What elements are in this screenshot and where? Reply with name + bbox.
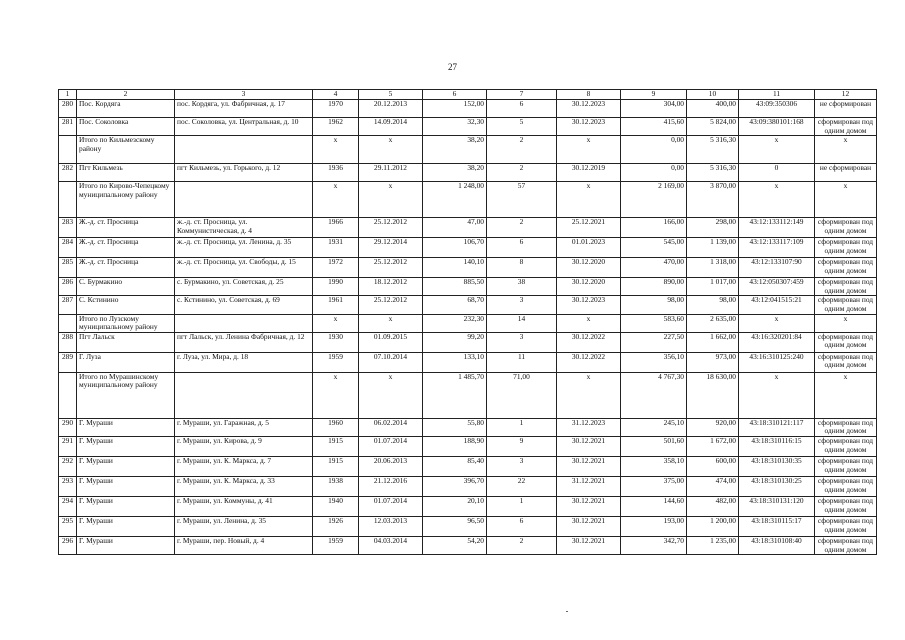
end-date-cell: 30.12.2023 (557, 100, 621, 118)
value-10-cell: 1 235,00 (687, 536, 739, 554)
address-cell: с. Кстинино, ул. Советская, д. 69 (175, 296, 313, 314)
cadastral-cell: 43:12:133117:109 (739, 238, 815, 258)
area-cell: 38,20 (423, 136, 487, 164)
row-number-cell (59, 182, 77, 218)
date-cell: x (359, 314, 423, 332)
end-date-cell: x (557, 372, 621, 418)
end-date-cell: 30.12.2019 (557, 164, 621, 182)
area-cell: 96,50 (423, 516, 487, 536)
cadastral-cell: x (739, 182, 815, 218)
value-10-cell: 1 672,00 (687, 436, 739, 456)
table-row (59, 536, 877, 554)
locality-cell: Г. Мураши (77, 436, 175, 456)
year-cell: 1915 (313, 456, 359, 476)
locality-cell: Итого по Кирово-Чепецкому муниципальному району (77, 182, 175, 218)
address-cell: пгт Кильмезь, ул. Горького, д. 12 (175, 164, 313, 182)
row-number-cell: 295 (59, 516, 77, 536)
value-10-cell: 400,00 (687, 100, 739, 118)
value-10-cell: 973,00 (687, 352, 739, 372)
table-row (59, 296, 877, 314)
date-cell: 06.02.2014 (359, 418, 423, 436)
cadastral-cell: 43:16:310125:240 (739, 352, 815, 372)
date-cell: 07.10.2014 (359, 352, 423, 372)
date-cell: 18.12.2012 (359, 278, 423, 296)
year-cell: 1961 (313, 296, 359, 314)
area-cell: 20,10 (423, 496, 487, 516)
area-cell: 140,10 (423, 258, 487, 278)
column-header: 5 (359, 90, 423, 100)
year-cell: 1966 (313, 218, 359, 238)
row-number-cell (59, 314, 77, 332)
value-9-cell: 166,00 (621, 218, 687, 238)
row-number-cell: 287 (59, 296, 77, 314)
table-row (59, 118, 877, 136)
value-9-cell: 470,00 (621, 258, 687, 278)
subtotal-row (59, 136, 877, 164)
cadastral-cell: 43:18:310130:25 (739, 476, 815, 496)
year-cell: 1960 (313, 418, 359, 436)
value-9-cell: 98,00 (621, 296, 687, 314)
area-cell: 188,90 (423, 436, 487, 456)
table-row (59, 332, 877, 352)
quantity-cell: 3 (487, 296, 557, 314)
locality-cell: Г. Мураши (77, 418, 175, 436)
status-cell: не сформирован (815, 100, 877, 118)
value-9-cell: 545,00 (621, 238, 687, 258)
row-number-cell: 284 (59, 238, 77, 258)
quantity-cell: 6 (487, 516, 557, 536)
row-number-cell: 280 (59, 100, 77, 118)
quantity-cell: 1 (487, 418, 557, 436)
quantity-cell: 3 (487, 332, 557, 352)
status-cell: сформирован под одним домом (815, 352, 877, 372)
locality-cell: Пгт Лальск (77, 332, 175, 352)
quantity-cell: 2 (487, 136, 557, 164)
locality-cell: Ж.-д. ст. Просница (77, 218, 175, 238)
row-number-cell: 293 (59, 476, 77, 496)
year-cell: 1959 (313, 536, 359, 554)
area-cell: 1 485,70 (423, 372, 487, 418)
value-9-cell: 227,50 (621, 332, 687, 352)
date-cell: 01.07.2014 (359, 436, 423, 456)
end-date-cell: 30.12.2020 (557, 278, 621, 296)
address-cell (175, 314, 313, 332)
address-cell: г. Луза, ул. Мира, д. 18 (175, 352, 313, 372)
table-row (59, 100, 877, 118)
quantity-cell: 9 (487, 436, 557, 456)
value-9-cell: 193,00 (621, 516, 687, 536)
value-10-cell: 1 200,00 (687, 516, 739, 536)
locality-cell: Г. Мураши (77, 496, 175, 516)
value-10-cell: 1 318,00 (687, 258, 739, 278)
value-10-cell: 98,00 (687, 296, 739, 314)
year-cell: 1962 (313, 118, 359, 136)
locality-cell: Пос. Кордяга (77, 100, 175, 118)
cadastral-cell: 43:09:380101:168 (739, 118, 815, 136)
locality-cell: С. Кстинино (77, 296, 175, 314)
quantity-cell: 2 (487, 164, 557, 182)
quantity-cell: 1 (487, 496, 557, 516)
row-number-cell: 288 (59, 332, 77, 352)
cadastral-cell: 43:18:310131:120 (739, 496, 815, 516)
address-cell: пос. Кордяга, ул. Фабричная, д. 17 (175, 100, 313, 118)
register-table (58, 89, 877, 555)
area-cell: 152,00 (423, 100, 487, 118)
end-date-cell: 30.12.2022 (557, 332, 621, 352)
quantity-cell: 11 (487, 352, 557, 372)
locality-cell: Г. Мураши (77, 536, 175, 554)
address-cell: с. Бурмакино, ул. Советская, д. 25 (175, 278, 313, 296)
scan-dot (566, 611, 568, 612)
cadastral-cell: 43:18:310130:35 (739, 456, 815, 476)
area-cell: 106,70 (423, 238, 487, 258)
area-cell: 38,20 (423, 164, 487, 182)
status-cell: сформирован под одним домом (815, 296, 877, 314)
column-header: 7 (487, 90, 557, 100)
end-date-cell: 30.12.2023 (557, 296, 621, 314)
year-cell: 1959 (313, 352, 359, 372)
status-cell: сформирован под одним домом (815, 238, 877, 258)
address-cell: ж.-д. ст. Просница, ул. Коммунистическая, д. 4 (175, 218, 313, 238)
value-10-cell: 1 139,00 (687, 238, 739, 258)
end-date-cell: 30.12.2021 (557, 436, 621, 456)
date-cell: 01.09.2015 (359, 332, 423, 352)
row-number-cell: 289 (59, 352, 77, 372)
end-date-cell: 31.12.2023 (557, 418, 621, 436)
locality-cell: Ж.-д. ст. Просница (77, 258, 175, 278)
status-cell: x (815, 372, 877, 418)
cadastral-cell: 43:12:041515:21 (739, 296, 815, 314)
table-row (59, 436, 877, 456)
area-cell: 85,40 (423, 456, 487, 476)
area-cell: 47,00 (423, 218, 487, 238)
status-cell: сформирован под одним домом (815, 536, 877, 554)
locality-cell: Пгт Кильмезь (77, 164, 175, 182)
year-cell: 1930 (313, 332, 359, 352)
value-9-cell: 358,10 (621, 456, 687, 476)
cadastral-cell: 43:12:133112:149 (739, 218, 815, 238)
page-number: 27 (448, 62, 457, 72)
subtotal-row (59, 182, 877, 218)
date-cell: 25.12.2012 (359, 296, 423, 314)
cadastral-cell: x (739, 314, 815, 332)
row-number-cell: 292 (59, 456, 77, 476)
table-row (59, 164, 877, 182)
status-cell: сформирован под одним домом (815, 516, 877, 536)
locality-cell: Г. Луза (77, 352, 175, 372)
table-row (59, 352, 877, 372)
date-cell: 12.03.2013 (359, 516, 423, 536)
column-header: 4 (313, 90, 359, 100)
table-row (59, 218, 877, 238)
status-cell: x (815, 314, 877, 332)
status-cell: не сформирован (815, 164, 877, 182)
address-cell: ж.-д. ст. Просница, ул. Ленина, д. 35 (175, 238, 313, 258)
quantity-cell: 6 (487, 238, 557, 258)
date-cell: x (359, 372, 423, 418)
cadastral-cell: 43:18:310115:17 (739, 516, 815, 536)
locality-cell: Г. Мураши (77, 476, 175, 496)
status-cell: сформирован под одним домом (815, 278, 877, 296)
status-cell: сформирован под одним домом (815, 456, 877, 476)
row-number-cell: 283 (59, 218, 77, 238)
value-9-cell: 0,00 (621, 136, 687, 164)
area-cell: 99,20 (423, 332, 487, 352)
area-cell: 55,80 (423, 418, 487, 436)
year-cell: x (313, 182, 359, 218)
end-date-cell: 30.12.2022 (557, 352, 621, 372)
locality-cell: Ж.-д. ст. Просница (77, 238, 175, 258)
cadastral-cell: x (739, 136, 815, 164)
quantity-cell: 14 (487, 314, 557, 332)
subtotal-row (59, 314, 877, 332)
date-cell: 20.12.2013 (359, 100, 423, 118)
value-10-cell: 3 870,00 (687, 182, 739, 218)
address-cell: г. Мураши, ул. Кирова, д. 9 (175, 436, 313, 456)
status-cell: x (815, 136, 877, 164)
end-date-cell: 30.12.2021 (557, 456, 621, 476)
address-cell: г. Мураши, ул. Гаражная, д. 5 (175, 418, 313, 436)
address-cell: г. Мураши, пер. Новый, д. 4 (175, 536, 313, 554)
cadastral-cell: 43:18:310121:117 (739, 418, 815, 436)
end-date-cell: 30.12.2020 (557, 258, 621, 278)
table-row (59, 258, 877, 278)
address-cell (175, 136, 313, 164)
end-date-cell: 30.12.2021 (557, 536, 621, 554)
table-row (59, 516, 877, 536)
column-header: 11 (739, 90, 815, 100)
status-cell: сформирован под одним домом (815, 332, 877, 352)
value-9-cell: 890,00 (621, 278, 687, 296)
year-cell: 1938 (313, 476, 359, 496)
status-cell: сформирован под одним домом (815, 258, 877, 278)
address-cell: пгт Лальск, ул. Ленина Фабричная, д. 12 (175, 332, 313, 352)
end-date-cell: 01.01.2023 (557, 238, 621, 258)
date-cell: 25.12.2012 (359, 218, 423, 238)
cadastral-cell: 43:12:133107:90 (739, 258, 815, 278)
row-number-cell: 285 (59, 258, 77, 278)
address-cell (175, 182, 313, 218)
column-header: 2 (77, 90, 175, 100)
cadastral-cell: 43:18:310116:15 (739, 436, 815, 456)
date-cell: x (359, 136, 423, 164)
value-9-cell: 144,60 (621, 496, 687, 516)
value-10-cell: 482,00 (687, 496, 739, 516)
status-cell: сформирован под одним домом (815, 496, 877, 516)
status-cell: x (815, 182, 877, 218)
address-cell: г. Мураши, ул. К. Маркса, д. 33 (175, 476, 313, 496)
locality-cell: Г. Мураши (77, 456, 175, 476)
status-cell: сформирован под одним домом (815, 476, 877, 496)
end-date-cell: x (557, 136, 621, 164)
status-cell: сформирован под одним домом (815, 218, 877, 238)
value-9-cell: 0,00 (621, 164, 687, 182)
value-10-cell: 18 630,00 (687, 372, 739, 418)
table-row (59, 476, 877, 496)
value-10-cell: 920,00 (687, 418, 739, 436)
column-header: 3 (175, 90, 313, 100)
quantity-cell: 71,00 (487, 372, 557, 418)
cadastral-cell: 43:16:320201:84 (739, 332, 815, 352)
address-cell (175, 372, 313, 418)
end-date-cell: 25.12.2021 (557, 218, 621, 238)
cadastral-cell: x (739, 372, 815, 418)
value-10-cell: 600,00 (687, 456, 739, 476)
year-cell: 1940 (313, 496, 359, 516)
end-date-cell: x (557, 182, 621, 218)
row-number-cell: 296 (59, 536, 77, 554)
row-number-cell (59, 136, 77, 164)
area-cell: 133,10 (423, 352, 487, 372)
cadastral-cell: 0 (739, 164, 815, 182)
year-cell: 1931 (313, 238, 359, 258)
year-cell: 1926 (313, 516, 359, 536)
column-header: 12 (815, 90, 877, 100)
quantity-cell: 8 (487, 258, 557, 278)
locality-cell: Г. Мураши (77, 516, 175, 536)
status-cell: сформирован под одним домом (815, 436, 877, 456)
row-number-cell: 290 (59, 418, 77, 436)
area-cell: 32,30 (423, 118, 487, 136)
year-cell: x (313, 314, 359, 332)
area-cell: 885,50 (423, 278, 487, 296)
row-number-cell: 281 (59, 118, 77, 136)
date-cell: 14.09.2014 (359, 118, 423, 136)
quantity-cell: 5 (487, 118, 557, 136)
cadastral-cell: 43:12:050307:459 (739, 278, 815, 296)
date-cell: 29.11.2012 (359, 164, 423, 182)
table-header-row (59, 90, 877, 100)
cadastral-cell: 43:18:310108:40 (739, 536, 815, 554)
quantity-cell: 22 (487, 476, 557, 496)
row-number-cell: 294 (59, 496, 77, 516)
table-row (59, 456, 877, 476)
year-cell: 1990 (313, 278, 359, 296)
date-cell: 04.03.2014 (359, 536, 423, 554)
address-cell: ж.-д. ст. Просница, ул. Свободы, д. 15 (175, 258, 313, 278)
value-10-cell: 5 316,30 (687, 136, 739, 164)
quantity-cell: 3 (487, 456, 557, 476)
value-9-cell: 583,60 (621, 314, 687, 332)
table-row (59, 278, 877, 296)
date-cell: 21.12.2016 (359, 476, 423, 496)
end-date-cell: 30.12.2021 (557, 496, 621, 516)
value-10-cell: 474,00 (687, 476, 739, 496)
year-cell: 1970 (313, 100, 359, 118)
end-date-cell: x (557, 314, 621, 332)
address-cell: г. Мураши, ул. К. Маркса, д. 7 (175, 456, 313, 476)
date-cell: 29.12.2014 (359, 238, 423, 258)
address-cell: г. Мураши, ул. Ленина, д. 35 (175, 516, 313, 536)
locality-cell: Итого по Кильмезскому району (77, 136, 175, 164)
date-cell: 25.12.2012 (359, 258, 423, 278)
row-number-cell: 282 (59, 164, 77, 182)
area-cell: 68,70 (423, 296, 487, 314)
value-9-cell: 415,60 (621, 118, 687, 136)
quantity-cell: 2 (487, 218, 557, 238)
value-9-cell: 342,70 (621, 536, 687, 554)
value-10-cell: 1 017,00 (687, 278, 739, 296)
value-9-cell: 2 169,00 (621, 182, 687, 218)
value-10-cell: 5 316,30 (687, 164, 739, 182)
locality-cell: Итого по Лузскому муниципальному району (77, 314, 175, 332)
column-header: 9 (621, 90, 687, 100)
year-cell: 1936 (313, 164, 359, 182)
end-date-cell: 30.12.2023 (557, 118, 621, 136)
column-header: 1 (59, 90, 77, 100)
value-9-cell: 356,10 (621, 352, 687, 372)
column-header: 6 (423, 90, 487, 100)
column-header: 8 (557, 90, 621, 100)
locality-cell: Пос. Сокол​овка (77, 118, 175, 136)
subtotal-row (59, 372, 877, 418)
row-number-cell: 286 (59, 278, 77, 296)
status-cell: сформирован под одним домом (815, 118, 877, 136)
table-row (59, 496, 877, 516)
value-10-cell: 298,00 (687, 218, 739, 238)
value-9-cell: 4 767,30 (621, 372, 687, 418)
table-row (59, 238, 877, 258)
row-number-cell (59, 372, 77, 418)
end-date-cell: 31.12.2021 (557, 476, 621, 496)
date-cell: 01.07.2014 (359, 496, 423, 516)
value-10-cell: 5 824,00 (687, 118, 739, 136)
area-cell: 1 248,00 (423, 182, 487, 218)
quantity-cell: 2 (487, 536, 557, 554)
value-9-cell: 375,00 (621, 476, 687, 496)
address-cell: пос. Соколовка, ул. Центральная, д. 10 (175, 118, 313, 136)
year-cell: x (313, 136, 359, 164)
status-cell: сформирован под одним домом (815, 418, 877, 436)
quantity-cell: 6 (487, 100, 557, 118)
value-10-cell: 1 662,00 (687, 332, 739, 352)
quantity-cell: 38 (487, 278, 557, 296)
locality-cell: Итого по Мурашинскому муниципальному району (77, 372, 175, 418)
row-number-cell: 291 (59, 436, 77, 456)
locality-cell: С. Бурмакино (77, 278, 175, 296)
value-9-cell: 304,00 (621, 100, 687, 118)
value-9-cell: 501,60 (621, 436, 687, 456)
year-cell: 1972 (313, 258, 359, 278)
date-cell: 20.06.2013 (359, 456, 423, 476)
area-cell: 396,70 (423, 476, 487, 496)
cadastral-cell: 43:09:350306 (739, 100, 815, 118)
area-cell: 232,30 (423, 314, 487, 332)
end-date-cell: 30.12.2021 (557, 516, 621, 536)
area-cell: 54,20 (423, 536, 487, 554)
value-9-cell: 245,10 (621, 418, 687, 436)
table-row (59, 418, 877, 436)
year-cell: 1915 (313, 436, 359, 456)
quantity-cell: 57 (487, 182, 557, 218)
column-header: 10 (687, 90, 739, 100)
year-cell: x (313, 372, 359, 418)
date-cell: x (359, 182, 423, 218)
value-10-cell: 2 635,00 (687, 314, 739, 332)
address-cell: г. Мураши, ул. Коммуны, д. 41 (175, 496, 313, 516)
